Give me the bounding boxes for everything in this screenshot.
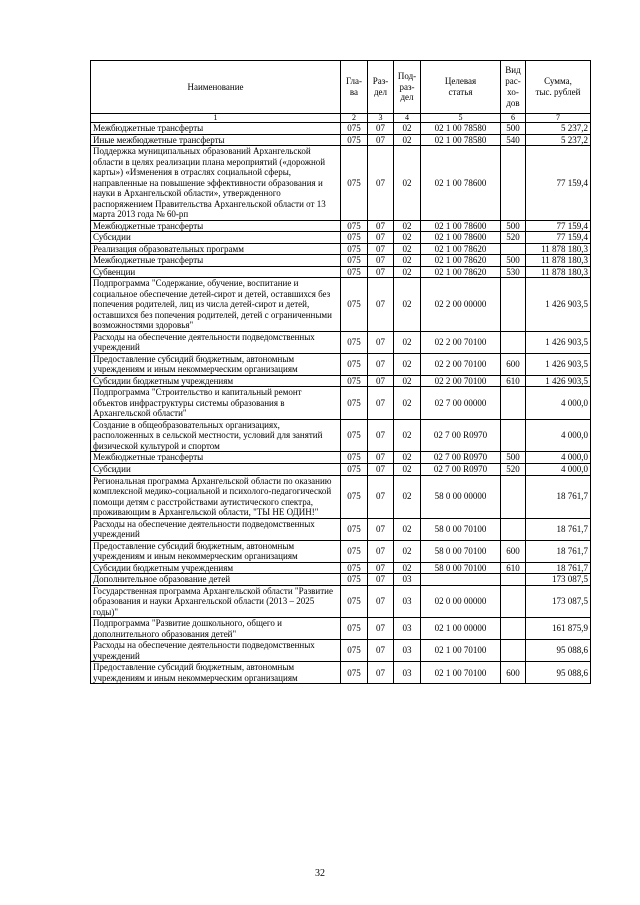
row-target-cell: 02 1 00 70100 xyxy=(421,640,501,662)
row-podrazdel-cell: 02 xyxy=(394,255,421,267)
row-sum-cell: 1 426 903,5 xyxy=(526,278,591,332)
row-target-cell: 02 1 00 78620 xyxy=(421,266,501,278)
header-row xyxy=(91,61,591,114)
row-sum-cell: 11 878 180,3 xyxy=(526,243,591,255)
row-target-cell: 02 0 00 00000 xyxy=(421,585,501,618)
row-target-cell: 58 0 00 70100 xyxy=(421,562,501,574)
row-name-cell: Предоставление субсидий бюджетным, автономным учреждениям и иным некоммерческим организациям xyxy=(91,540,341,562)
row-glava-cell: 075 xyxy=(341,387,368,420)
row-name-cell: Предоставление субсидий бюджетным, автономным учреждениям и иным некоммерческим организациям xyxy=(91,662,341,684)
row-razdel-cell: 07 xyxy=(368,387,394,420)
col-number: 6 xyxy=(501,114,526,123)
row-sum-cell: 173 087,5 xyxy=(526,574,591,586)
col-number: 1 xyxy=(91,114,341,123)
row-razdel-cell: 07 xyxy=(368,452,394,464)
table-row xyxy=(91,353,591,375)
row-name-cell: Межбюджетные трансферты xyxy=(91,255,341,267)
row-podrazdel-cell: 02 xyxy=(394,475,421,518)
row-vid-cell xyxy=(501,618,526,640)
row-target-cell: 02 1 00 78620 xyxy=(421,243,501,255)
row-sum-cell: 11 878 180,3 xyxy=(526,266,591,278)
row-vid-cell: 610 xyxy=(501,375,526,387)
budget-table xyxy=(90,60,591,684)
row-name-cell: Создание в общеобразовательных организациях, расположенных в сельской местности, условий для занятий физической культурой и спортом xyxy=(91,419,341,452)
row-target-cell: 02 2 00 70100 xyxy=(421,353,501,375)
row-target-cell: 02 1 00 78600 xyxy=(421,232,501,244)
row-razdel-cell: 07 xyxy=(368,375,394,387)
row-vid-cell: 500 xyxy=(501,255,526,267)
row-target-cell: 02 2 00 70100 xyxy=(421,375,501,387)
row-razdel-cell: 07 xyxy=(368,232,394,244)
row-sum-cell: 18 761,7 xyxy=(526,518,591,540)
row-vid-cell xyxy=(501,278,526,332)
row-name-cell: Подпрограмма "Развитие дошкольного, общего и дополнительного образования детей" xyxy=(91,618,341,640)
row-podrazdel-cell: 02 xyxy=(394,518,421,540)
row-target-cell: 58 0 00 70100 xyxy=(421,518,501,540)
table-row xyxy=(91,266,591,278)
row-podrazdel-cell: 02 xyxy=(394,134,421,146)
row-vid-cell: 500 xyxy=(501,123,526,135)
row-glava-cell: 075 xyxy=(341,243,368,255)
row-razdel-cell: 07 xyxy=(368,518,394,540)
row-podrazdel-cell: 02 xyxy=(394,562,421,574)
row-vid-cell xyxy=(501,331,526,353)
row-glava-cell: 075 xyxy=(341,640,368,662)
row-target-cell: 02 7 00 R0970 xyxy=(421,419,501,452)
table-row xyxy=(91,518,591,540)
row-razdel-cell: 07 xyxy=(368,585,394,618)
row-glava-cell: 075 xyxy=(341,134,368,146)
row-name-cell: Субсидии xyxy=(91,232,341,244)
row-target-cell: 02 1 00 78580 xyxy=(421,123,501,135)
table-row xyxy=(91,475,591,518)
row-podrazdel-cell: 03 xyxy=(394,585,421,618)
row-glava-cell: 075 xyxy=(341,618,368,640)
row-glava-cell: 075 xyxy=(341,353,368,375)
row-podrazdel-cell: 02 xyxy=(394,278,421,332)
row-razdel-cell: 07 xyxy=(368,662,394,684)
table-row xyxy=(91,375,591,387)
row-name-cell: Иные межбюджетные трансферты xyxy=(91,134,341,146)
col-header-name: Наименование xyxy=(91,61,341,114)
row-glava-cell: 075 xyxy=(341,220,368,232)
row-razdel-cell: 07 xyxy=(368,134,394,146)
row-vid-cell xyxy=(501,640,526,662)
row-glava-cell: 075 xyxy=(341,419,368,452)
row-sum-cell: 1 426 903,5 xyxy=(526,331,591,353)
row-glava-cell: 075 xyxy=(341,562,368,574)
row-razdel-cell: 07 xyxy=(368,574,394,586)
row-razdel-cell: 07 xyxy=(368,562,394,574)
row-razdel-cell: 07 xyxy=(368,618,394,640)
row-sum-cell: 5 237,2 xyxy=(526,134,591,146)
row-name-cell: Региональная программа Архангельской области по оказанию комплексной медико-социальной и психолого-педагогической помощи детям с расстройствами аутистического спектра, проживающим в Архангельской области, "ТЫ НЕ ОДИН!" xyxy=(91,475,341,518)
row-name-cell: Расходы на обеспечение деятельности подведомственных учреждений xyxy=(91,518,341,540)
row-glava-cell: 075 xyxy=(341,123,368,135)
row-glava-cell: 075 xyxy=(341,375,368,387)
row-sum-cell: 11 878 180,3 xyxy=(526,255,591,267)
row-razdel-cell: 07 xyxy=(368,475,394,518)
row-sum-cell: 95 088,6 xyxy=(526,640,591,662)
row-target-cell: 02 1 00 78600 xyxy=(421,220,501,232)
row-name-cell: Субсидии бюджетным учреждениям xyxy=(91,375,341,387)
row-sum-cell: 77 159,4 xyxy=(526,220,591,232)
row-glava-cell: 075 xyxy=(341,463,368,475)
row-glava-cell: 075 xyxy=(341,232,368,244)
row-name-cell: Государственная программа Архангельской области "Развитие образования и науки Архангельской области (2013 – 2025 годы)" xyxy=(91,585,341,618)
row-podrazdel-cell: 02 xyxy=(394,387,421,420)
row-vid-cell: 600 xyxy=(501,540,526,562)
row-razdel-cell: 07 xyxy=(368,540,394,562)
row-name-cell: Субсидии бюджетным учреждениям xyxy=(91,562,341,574)
row-vid-cell xyxy=(501,475,526,518)
row-target-cell xyxy=(421,574,501,586)
row-target-cell: 02 1 00 78620 xyxy=(421,255,501,267)
row-sum-cell: 77 159,4 xyxy=(526,146,591,221)
row-name-cell: Межбюджетные трансферты xyxy=(91,123,341,135)
row-podrazdel-cell: 03 xyxy=(394,574,421,586)
row-sum-cell: 4 000,0 xyxy=(526,387,591,420)
row-glava-cell: 075 xyxy=(341,278,368,332)
row-podrazdel-cell: 02 xyxy=(394,220,421,232)
row-razdel-cell: 07 xyxy=(368,123,394,135)
row-vid-cell xyxy=(501,243,526,255)
table-row xyxy=(91,452,591,464)
row-vid-cell: 600 xyxy=(501,662,526,684)
table-row xyxy=(91,640,591,662)
row-target-cell: 02 7 00 00000 xyxy=(421,387,501,420)
row-vid-cell: 520 xyxy=(501,232,526,244)
row-podrazdel-cell: 02 xyxy=(394,331,421,353)
row-glava-cell: 075 xyxy=(341,574,368,586)
table-row xyxy=(91,220,591,232)
row-vid-cell: 530 xyxy=(501,266,526,278)
col-header-podrazdel: Под- раз- дел xyxy=(394,61,421,114)
col-number: 7 xyxy=(526,114,591,123)
row-glava-cell: 075 xyxy=(341,585,368,618)
col-number: 5 xyxy=(421,114,501,123)
row-vid-cell: 600 xyxy=(501,353,526,375)
row-name-cell: Подпрограмма "Строительство и капитальный ремонт объектов инфраструктуры системы образования в Архангельской области" xyxy=(91,387,341,420)
table-row xyxy=(91,585,591,618)
row-name-cell: Дополнительное образование детей xyxy=(91,574,341,586)
row-razdel-cell: 07 xyxy=(368,146,394,221)
row-podrazdel-cell: 03 xyxy=(394,618,421,640)
row-name-cell: Расходы на обеспечение деятельности подведомственных учреждений xyxy=(91,331,341,353)
row-sum-cell: 161 875,9 xyxy=(526,618,591,640)
row-podrazdel-cell: 02 xyxy=(394,243,421,255)
row-glava-cell: 075 xyxy=(341,266,368,278)
row-razdel-cell: 07 xyxy=(368,331,394,353)
table-row xyxy=(91,463,591,475)
table-row xyxy=(91,331,591,353)
col-number: 4 xyxy=(394,114,421,123)
row-name-cell: Межбюджетные трансферты xyxy=(91,220,341,232)
row-podrazdel-cell: 02 xyxy=(394,232,421,244)
row-target-cell: 02 1 00 00000 xyxy=(421,618,501,640)
table-row xyxy=(91,134,591,146)
page-number: 32 xyxy=(315,868,325,879)
row-razdel-cell: 07 xyxy=(368,243,394,255)
table-row xyxy=(91,255,591,267)
row-podrazdel-cell: 03 xyxy=(394,640,421,662)
row-target-cell: 58 0 00 70100 xyxy=(421,540,501,562)
row-razdel-cell: 07 xyxy=(368,278,394,332)
row-name-cell: Субсидии xyxy=(91,463,341,475)
row-name-cell: Реализация образовательных программ xyxy=(91,243,341,255)
col-header-target: Целевая статья xyxy=(421,61,501,114)
table-row xyxy=(91,243,591,255)
row-razdel-cell: 07 xyxy=(368,640,394,662)
row-sum-cell: 18 761,7 xyxy=(526,562,591,574)
row-target-cell: 02 1 00 78600 xyxy=(421,146,501,221)
table-row xyxy=(91,146,591,221)
row-podrazdel-cell: 02 xyxy=(394,266,421,278)
row-name-cell: Поддержка муниципальных образований Архангельской области в целях реализации плана мероприятий («дорожной карты») «Изменения в отраслях социальной сферы, направленные на повышение эффективности образования и науки в Архангельской области», утвержденного распоряжением Правительства Архангельской области от 13 марта 2013 года № 60-рп xyxy=(91,146,341,221)
row-glava-cell: 075 xyxy=(341,518,368,540)
row-glava-cell: 075 xyxy=(341,475,368,518)
row-vid-cell xyxy=(501,585,526,618)
row-name-cell: Подпрограмма "Содержание, обучение, воспитание и социальное обеспечение детей-сирот и детей, оставшихся без попечения родителей, лиц из числа детей-сирот и детей, оставшихся без попечения родителей, детей с ограниченными возможностями здоровья" xyxy=(91,278,341,332)
table-row xyxy=(91,123,591,135)
col-header-vid: Вид рас- хо- дов xyxy=(501,61,526,114)
row-sum-cell: 18 761,7 xyxy=(526,540,591,562)
row-sum-cell: 77 159,4 xyxy=(526,232,591,244)
row-sum-cell: 5 237,2 xyxy=(526,123,591,135)
table-row xyxy=(91,540,591,562)
row-target-cell: 58 0 00 00000 xyxy=(421,475,501,518)
table-row xyxy=(91,387,591,420)
col-header-sum: Сумма, тыс. рублей xyxy=(526,61,591,114)
row-podrazdel-cell: 02 xyxy=(394,353,421,375)
row-razdel-cell: 07 xyxy=(368,220,394,232)
row-podrazdel-cell: 02 xyxy=(394,540,421,562)
budget-table-body xyxy=(91,123,591,684)
row-podrazdel-cell: 02 xyxy=(394,452,421,464)
table-row xyxy=(91,278,591,332)
row-vid-cell xyxy=(501,146,526,221)
row-vid-cell xyxy=(501,518,526,540)
row-sum-cell: 1 426 903,5 xyxy=(526,353,591,375)
column-number-row xyxy=(91,114,591,123)
row-glava-cell: 075 xyxy=(341,255,368,267)
row-vid-cell xyxy=(501,387,526,420)
row-vid-cell: 500 xyxy=(501,452,526,464)
row-vid-cell: 500 xyxy=(501,220,526,232)
row-sum-cell: 1 426 903,5 xyxy=(526,375,591,387)
row-podrazdel-cell: 02 xyxy=(394,463,421,475)
row-sum-cell: 4 000,0 xyxy=(526,419,591,452)
table-row xyxy=(91,419,591,452)
row-podrazdel-cell: 02 xyxy=(394,123,421,135)
row-target-cell: 02 7 00 R0970 xyxy=(421,452,501,464)
row-sum-cell: 95 088,6 xyxy=(526,662,591,684)
row-glava-cell: 075 xyxy=(341,146,368,221)
row-vid-cell: 610 xyxy=(501,562,526,574)
row-podrazdel-cell: 02 xyxy=(394,375,421,387)
row-podrazdel-cell: 02 xyxy=(394,419,421,452)
row-target-cell: 02 7 00 R0970 xyxy=(421,463,501,475)
row-vid-cell xyxy=(501,419,526,452)
row-sum-cell: 18 761,7 xyxy=(526,475,591,518)
table-row xyxy=(91,562,591,574)
row-razdel-cell: 07 xyxy=(368,419,394,452)
row-razdel-cell: 07 xyxy=(368,255,394,267)
row-podrazdel-cell: 03 xyxy=(394,662,421,684)
row-name-cell: Межбюджетные трансферты xyxy=(91,452,341,464)
row-target-cell: 02 1 00 78580 xyxy=(421,134,501,146)
table-row xyxy=(91,618,591,640)
table-row xyxy=(91,662,591,684)
row-target-cell: 02 2 00 70100 xyxy=(421,331,501,353)
row-glava-cell: 075 xyxy=(341,662,368,684)
row-glava-cell: 075 xyxy=(341,452,368,464)
row-vid-cell xyxy=(501,574,526,586)
col-number: 3 xyxy=(368,114,394,123)
row-razdel-cell: 07 xyxy=(368,353,394,375)
row-name-cell: Расходы на обеспечение деятельности подведомственных учреждений xyxy=(91,640,341,662)
row-glava-cell: 075 xyxy=(341,540,368,562)
table-row xyxy=(91,232,591,244)
row-target-cell: 02 1 00 70100 xyxy=(421,662,501,684)
row-name-cell: Субвенции xyxy=(91,266,341,278)
row-glava-cell: 075 xyxy=(341,331,368,353)
row-vid-cell: 540 xyxy=(501,134,526,146)
row-sum-cell: 173 087,5 xyxy=(526,585,591,618)
row-sum-cell: 4 000,0 xyxy=(526,463,591,475)
row-podrazdel-cell: 02 xyxy=(394,146,421,221)
col-header-glava: Гла- ва xyxy=(341,61,368,114)
col-header-razdel: Раз- дел xyxy=(368,61,394,114)
table-row xyxy=(91,574,591,586)
row-razdel-cell: 07 xyxy=(368,463,394,475)
row-target-cell: 02 2 00 00000 xyxy=(421,278,501,332)
row-name-cell: Предоставление субсидий бюджетным, автономным учреждениям и иным некоммерческим организациям xyxy=(91,353,341,375)
row-razdel-cell: 07 xyxy=(368,266,394,278)
row-sum-cell: 4 000,0 xyxy=(526,452,591,464)
col-number: 2 xyxy=(341,114,368,123)
row-vid-cell: 520 xyxy=(501,463,526,475)
budget-sheet xyxy=(90,60,590,684)
